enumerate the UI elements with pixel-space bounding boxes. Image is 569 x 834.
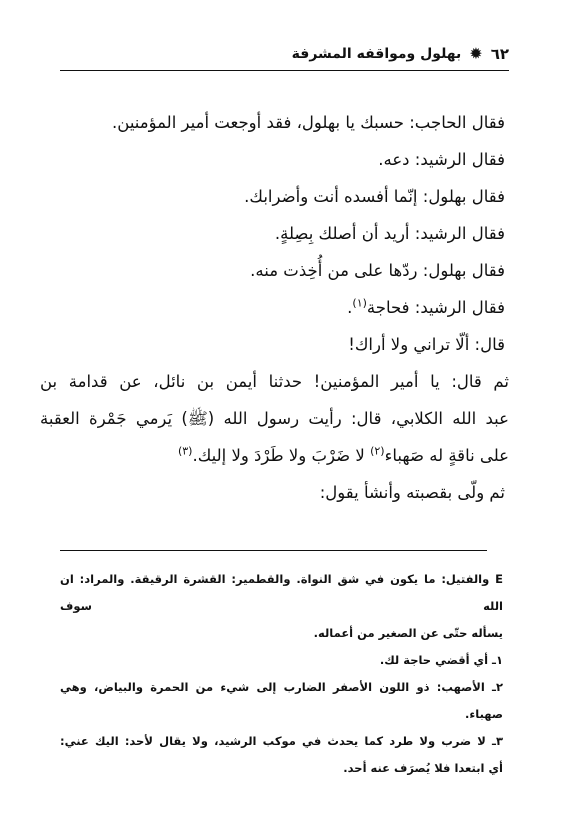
footnote-line: ٢ـ الأصهب: ذو اللون الأصفر الضارب إلى شيء من الحمرة والبياض، وهي [60, 680, 503, 694]
text-line: فقال الرشيد: دعه. [378, 150, 505, 169]
text-line [40, 289, 509, 326]
running-header [60, 40, 509, 68]
footnote-divider [60, 550, 487, 551]
header-divider [60, 70, 509, 71]
footnote-mark: (٢) [370, 444, 385, 458]
star-ornament-icon: ✹ [469, 44, 483, 63]
footnote-line: يسأله حتّى عن الصغير من أعماله. [313, 626, 503, 640]
text-fragment: فقال الرشيد: فحاجة [366, 298, 505, 317]
full-stop: . [347, 298, 353, 317]
text-line: فقال الرشيد: أريد أن أصلك بِصِلةٍ. [274, 224, 505, 243]
text-line: عبد الله الكلابي، قال: رأيت رسول الله (ﷺ) يَرمي جَمْرة العقبة [40, 409, 509, 428]
footnote-line: صهباء. [465, 707, 503, 721]
text-line: ثم ولّى بقصبته وأنشأ يقول: [319, 483, 505, 502]
footnote-mark: (١) [352, 296, 367, 310]
footnote-mark: (٣) [177, 444, 193, 458]
text-line: فقال الحاجب: حسبك يا بهلول، فقد أوجعت أمير المؤمنين. [112, 113, 505, 132]
footnote-line: ١ـ أي أقضي حاجة لك. [379, 653, 503, 667]
text-fragment: لا ضَرْبَ ولا طَرْدَ ولا إليك. [192, 446, 365, 465]
footnotes [60, 566, 503, 782]
text-fragment: على ناقةٍ له صَهباء [384, 446, 509, 465]
main-text [40, 104, 509, 511]
footnote-line: أي ابتعدا فلا يُصرَف عنه أحد. [343, 761, 503, 775]
text-line: ثم قال: يا أمير المؤمنين! حدثنا أيمن بن نائل، عن قدامة بن [40, 372, 509, 391]
footnote-line: E والفتيل: ما يكون في شق النواة. والقطمير: القشرة الرقيقة. والمراد: ان الله سوف [60, 572, 503, 613]
text-line [40, 437, 509, 474]
text-line: قال: ألّا تراني ولا أراك! [348, 335, 505, 354]
text-line: فقال بهلول: إنّما أفسده أنت وأضرابك. [244, 187, 505, 206]
running-title: بهلول ومواقفه المشرفة [291, 46, 462, 62]
page-number: ٦٢ [490, 45, 509, 63]
text-line: فقال بهلول: ردّها على من أُخِذت منه. [250, 261, 505, 280]
footnote-line: ٣ـ لا ضرب ولا طرد كما يحدث في موكب الرشيد، ولا يقال لأحد: اليك عني: [60, 734, 503, 748]
